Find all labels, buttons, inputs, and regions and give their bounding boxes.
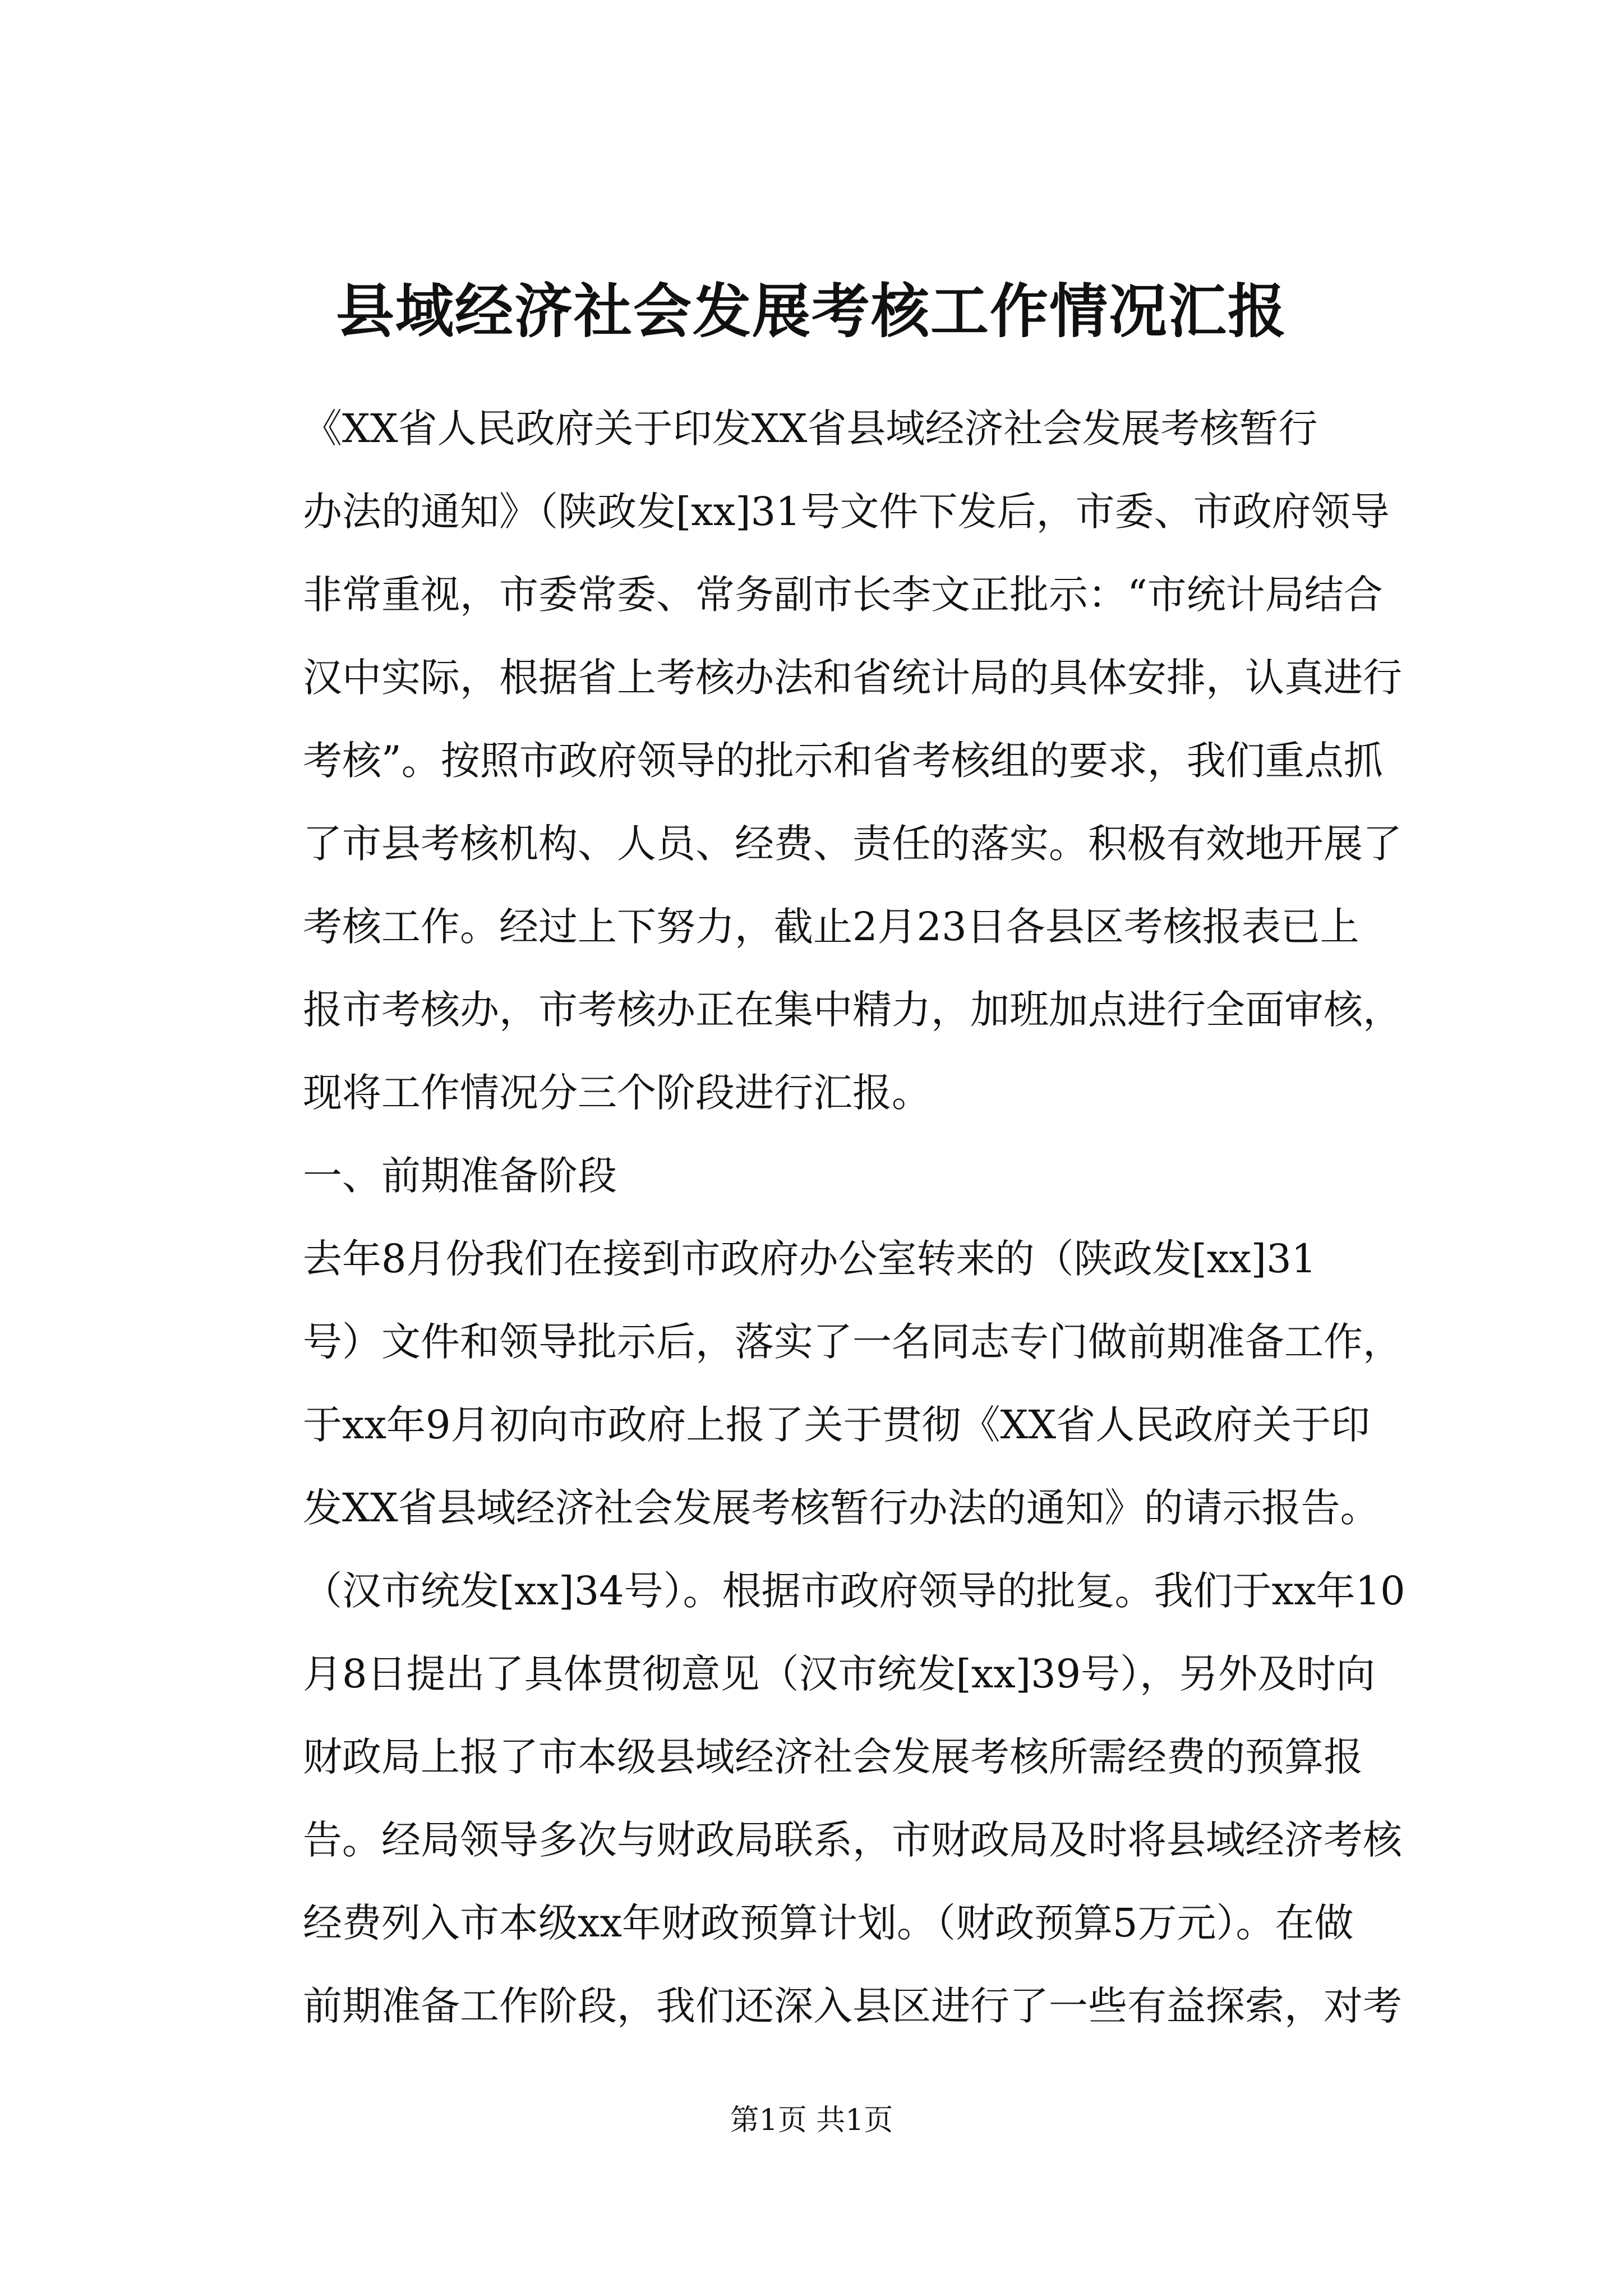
- text-line: 非常重视，市委常委、常务副市长李文正批示：“市统计局结合: [303, 572, 1383, 618]
- text-line: 汉中实际，根据省上考核办法和省统计局的具体安排，认真进行: [303, 655, 1402, 701]
- text-line: 前期准备工作阶段，我们还深入县区进行了一些有益探索，对考: [303, 1983, 1402, 2029]
- text-line: 去年8月份我们在接到市政府办公室转来的（陕政发[xx]31: [303, 1236, 1317, 1282]
- text-line: 月8日提出了具体贯彻意见（汉市统发[xx]39号），另外及时向: [303, 1651, 1376, 1697]
- text-line: （汉市统发[xx]34号）。根据市政府领导的批复。我们于xx年10: [303, 1568, 1405, 1614]
- text-line: 考核工作。经过上下努力，截止2月23日各县区考核报表已上: [303, 904, 1359, 950]
- section-heading: [219, 1134, 1424, 1217]
- text-line: 报市考核办，市考核办正在集中精力，加班加点进行全面审核，: [303, 987, 1402, 1033]
- text-line: 财政局上报了市本级县域经济社会发展考核所需经费的预算报: [303, 1734, 1363, 1780]
- text-line: 告。经局领导多次与财政局联系，市财政局及时将县域经济考核: [303, 1817, 1402, 1863]
- document-body: [219, 387, 1424, 2047]
- text-line: 发XX省县域经济社会发展考核暂行办法的通知》的请示报告。: [303, 1485, 1380, 1531]
- text-line: 一、前期准备阶段: [303, 1153, 617, 1199]
- text-line: 号）文件和领导批示后，落实了一名同志专门做前期准备工作，: [303, 1319, 1402, 1365]
- text-line: 了市县考核机构、人员、经费、责任的落实。积极有效地开展了: [303, 821, 1402, 867]
- document-title: 县域经济社会发展考核工作情况汇报: [335, 277, 1287, 346]
- paragraph-intro: [219, 387, 1424, 1134]
- text-line: 现将工作情况分三个阶段进行汇报。: [303, 1070, 931, 1116]
- text-line: 经费列入市本级xx年财政预算计划。（财政预算5万元）。在做: [303, 1900, 1354, 1946]
- text-line: 考核”。按照市政府领导的批示和省考核组的要求，我们重点抓: [303, 738, 1383, 784]
- text-line: 办法的通知》（陕政发[xx]31号文件下发后，市委、市政府领导: [303, 489, 1390, 535]
- text-line: 于xx年9月初向市政府上报了关于贯彻《XX省人民政府关于印: [303, 1402, 1371, 1448]
- text-line: 《XX省人民政府关于印发XX省县域经济社会发展考核暂行: [303, 406, 1318, 452]
- paragraph-preparation: [219, 1217, 1424, 2047]
- page-footer: 第1页 共1页: [730, 2104, 893, 2137]
